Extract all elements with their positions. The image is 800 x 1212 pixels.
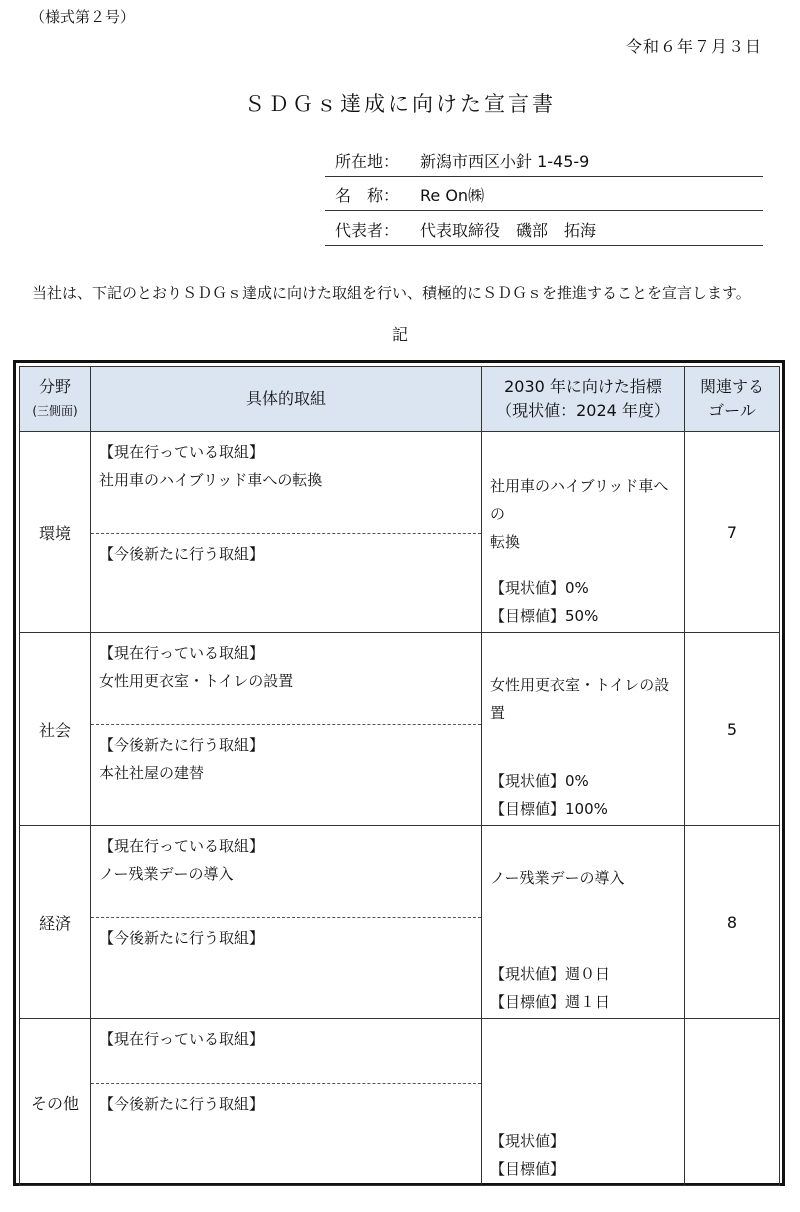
header-goal-line1: 関連する — [699, 377, 764, 396]
sdgs-table-frame — [13, 360, 785, 1186]
header-goal — [685, 367, 780, 432]
document-title: ＳＤＧｓ達成に向けた宣言書 — [244, 92, 556, 116]
field-cell: 経済 — [20, 826, 91, 1019]
new-label: 【今後新たに行う取組】 — [99, 545, 265, 563]
company-name: Re On㈱ — [420, 186, 485, 205]
indicator-line2: 置 — [490, 704, 506, 722]
header-goal-line2: ゴール — [708, 401, 756, 420]
table-row — [20, 826, 780, 1019]
indicator-values — [490, 767, 608, 823]
header-field-label: 分野 — [38, 377, 71, 396]
target-value: 【目標値】100% — [490, 800, 608, 818]
current-label: 【現在行っている取組】 — [99, 443, 265, 461]
new-initiative-text: 本社社屋の建替 — [99, 764, 205, 782]
current-initiative-text: 女性用更衣室・トイレの設置 — [99, 672, 294, 690]
table-row — [20, 432, 780, 633]
indicator-cell — [482, 633, 685, 826]
current-label: 【現在行っている取組】 — [99, 1030, 265, 1048]
table-header-row — [20, 367, 780, 432]
company-representative: 代表取締役 磯部 拓海 — [420, 221, 597, 240]
current-initiative-text: ノー残業デーの導入 — [99, 865, 234, 883]
indicator-values — [490, 960, 610, 1016]
goal-cell — [685, 1019, 780, 1186]
initiatives-cell — [91, 633, 482, 826]
field-cell: 社会 — [20, 633, 91, 826]
current-initiatives — [91, 633, 481, 724]
indicator-values — [490, 1127, 565, 1183]
indicator-line1: 社用車のハイブリッド車への — [490, 477, 669, 523]
target-value: 【目標値】週１日 — [490, 993, 611, 1011]
declaration-text: 当社は、下記のとおりＳＤＧｓ達成に向けた取組を行い、積極的にＳＤＧｓを推進することを宣言します。 — [32, 284, 751, 302]
indicator-name — [490, 472, 678, 556]
goal-cell: 7 — [685, 432, 780, 633]
new-label: 【今後新たに行う取組】 — [99, 929, 265, 947]
header-field-sub: (三側面) — [32, 404, 78, 418]
table-row — [20, 633, 780, 826]
current-value: 【現状値】週０日 — [490, 965, 611, 983]
indicator-cell — [482, 826, 685, 1019]
new-initiatives — [91, 533, 481, 574]
current-initiative-text: 社用車のハイブリッド車への転換 — [99, 471, 323, 489]
header-indicator-line2: （現状値：2024 年度） — [496, 401, 670, 420]
header-field — [20, 367, 91, 432]
representative-label: 代表者： — [335, 221, 400, 240]
new-label: 【今後新たに行う取組】 — [99, 1095, 265, 1113]
target-value: 【目標値】 — [490, 1160, 566, 1178]
form-number: （様式第２号） — [30, 8, 136, 26]
field-cell: 環境 — [20, 432, 91, 633]
indicator-name — [490, 864, 678, 892]
company-location-row — [325, 143, 763, 177]
current-initiatives — [91, 432, 481, 533]
indicator-cell — [482, 432, 685, 633]
initiatives-cell — [91, 432, 482, 633]
company-location: 新潟市西区小針 1-45-9 — [420, 152, 590, 171]
sdgs-table — [19, 366, 780, 1186]
new-label: 【今後新たに行う取組】 — [99, 736, 265, 754]
current-initiatives — [91, 826, 481, 917]
target-value: 【目標値】50% — [490, 607, 599, 625]
table-row — [20, 1019, 780, 1186]
document-date: 令和６年７月３日 — [625, 37, 762, 56]
goal-cell: 5 — [685, 633, 780, 826]
header-indicator-line1: 2030 年に向けた指標 — [504, 377, 662, 396]
current-label: 【現在行っている取組】 — [99, 837, 265, 855]
goal-cell: 8 — [685, 826, 780, 1019]
header-indicator — [482, 367, 685, 432]
current-initiatives — [91, 1019, 481, 1083]
initiatives-cell — [91, 1019, 482, 1186]
location-label: 所在地： — [335, 152, 400, 171]
indicator-line1: ノー残業デーの導入 — [490, 869, 625, 887]
indicator-line2: 転換 — [490, 533, 521, 551]
company-name-row — [325, 177, 763, 211]
indicator-line1: 女性用更衣室・トイレの設 — [490, 676, 670, 694]
current-value: 【現状値】0% — [490, 579, 589, 597]
new-initiatives — [91, 724, 481, 793]
current-value: 【現状値】 — [490, 1132, 566, 1150]
current-label: 【現在行っている取組】 — [99, 644, 265, 662]
initiatives-cell — [91, 826, 482, 1019]
header-initiatives: 具体的取組 — [91, 367, 482, 432]
ki-heading: 記 — [391, 325, 408, 344]
company-representative-row — [325, 212, 763, 246]
name-label: 名 称： — [335, 186, 400, 205]
field-cell: その他 — [20, 1019, 91, 1186]
indicator-cell — [482, 1019, 685, 1186]
indicator-name — [490, 671, 678, 727]
indicator-values — [490, 574, 598, 630]
new-initiatives — [91, 1083, 481, 1124]
new-initiatives — [91, 917, 481, 958]
current-value: 【現状値】0% — [490, 772, 589, 790]
